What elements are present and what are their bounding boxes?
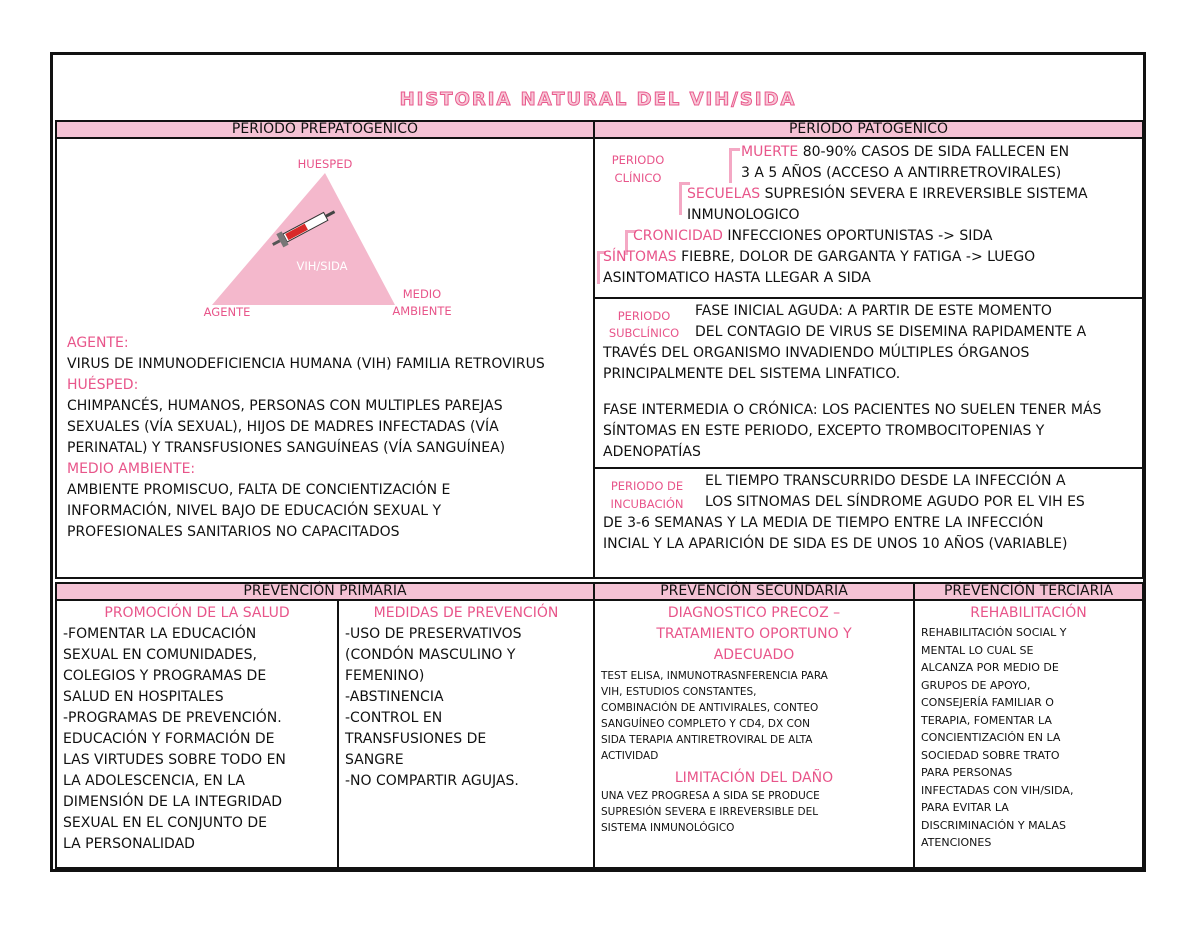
medidas-line: SANGRE [345,752,404,768]
agente-label: AGENTE: [67,335,129,351]
diag-label-2: TRATAMIENTO OPORTUNO Y [656,626,852,642]
incubacion-line-1: EL TIEMPO TRANSCURRIDO DESDE LA INFECCIÓN A [705,473,1066,489]
secundaria-cell [593,599,915,869]
terciaria-line: SOCIEDAD SOBRE TRATO [921,748,1060,762]
medio-text: AMBIENTE PROMISCUO, FALTA DE CONCIENTIZACIÓN E INFORMACIÓN, NIVEL BAJO DE EDUCACIÓN SEXUAL Y PROFESIONALES SANITARIOS NO CAPACITADOS [67,482,451,540]
limitacion-line: SUPRESIÓN SEVERA E IRREVERSIBLE DEL [601,806,819,818]
diag-line: TEST ELISA, INMUNOTRASNFERENCIA PARA [601,670,828,682]
triangle-medio-label: MEDIO [402,287,442,301]
promocion-cell [55,599,339,869]
promocion-line: SEXUAL EN COMUNIDADES, [63,647,257,663]
terciaria-line: PARA EVITAR LA [921,801,1009,814]
terciaria-line: ATENCIONES [921,836,992,849]
document-frame [50,52,1146,872]
sintomas-text-1: FIEBRE, DOLOR DE GARGANTA Y FATIGA -> LUEGO [681,249,1036,265]
diag-line: VIH, ESTUDIOS CONSTANTES, [601,686,757,698]
secuelas-text-2: INMUNOLOGICO [687,207,800,223]
subclinico-label-1: PERIODO [617,309,671,323]
incubacion-line-2: LOS SITNOMAS DEL SÍNDROME AGUDO POR EL VIH ES [705,494,1085,510]
medidas-line: FEMENINO) [345,668,425,684]
prepatogenico-cell [55,137,595,579]
terciaria-line: INFECTADAS CON VIH/SIDA, [921,783,1074,797]
triangle-ambiente-label: AMBIENTE [392,304,452,318]
header-prepatogenico: PERIODO PREPATOGENICO [55,120,595,139]
subclinico-line-1: FASE INICIAL AGUDA: A PARTIR DE ESTE MOMENTO [695,303,1052,319]
terciaria-line: CONSEJERÍA FAMILIAR O [921,696,1054,709]
terciaria-cell [913,599,1144,869]
incubacion-label-2: INCUBACIÓN [610,497,684,511]
triangle-huesped-label: HUESPED [297,157,353,171]
triangle-agente-label: AGENTE [203,305,251,319]
clinico-label-1: PERIODO [611,153,665,167]
clinico-label-2: CLÍNICO [614,171,662,185]
subclinico-line-3: TRAVÉS DEL ORGANISMO INVADIENDO MÚLTIPLES ÓRGANOS [603,345,1030,361]
header-prevencion-terciaria: PREVENCIÓN TERCIARIA [913,582,1144,601]
promocion-line: LAS VIRTUDES SOBRE TODO EN [63,752,286,768]
promocion-line: SALUD EN HOSPITALES [63,689,224,705]
terciaria-line: DISCRIMINACIÓN Y MALAS [921,818,1066,832]
limitacion-line: SISTEMA INMUNOLÓGICO [601,822,735,834]
promocion-line: EDUCACIÓN Y FORMACIÓN DE [63,731,275,747]
medidas-line: TRANSFUSIONES DE [345,731,487,747]
agente-text: VIRUS DE INMUNODEFICIENCIA HUMANA (VIH) FAMILIA RETROVIRUS [67,356,545,372]
medidas-line: (CONDÓN MASCULINO Y [345,647,516,663]
subclinico-line-7: ADENOPATÍAS [603,444,701,460]
diag-label-3: ADECUADO [713,647,795,663]
subclinico-line-2: DEL CONTAGIO DE VIRUS SE DISEMINA RAPIDAMENTE A [695,324,1087,340]
periodo-incubacion-cell [593,467,1144,579]
huesped-text: CHIMPANCÉS, HUMANOS, PERSONAS CON MULTIPLES PAREJAS SEXUALES (VÍA SEXUAL), HIJOS DE MADRES INFECTADAS (VÍA PERINATAL) Y TRANSFUSIONES SANGUÍNEAS (VÍA SANGUÍNEA) [67,398,506,456]
diag-label-1: DIAGNOSTICO PRECOZ – [667,605,841,621]
header-patogenico: PERIODO PATOGENICO [593,120,1144,139]
promocion-line: LA PERSONALIDAD [63,836,195,852]
medidas-line: -NO COMPARTIR AGUJAS. [345,773,519,789]
secuelas-text-1: SUPRESIÓN SEVERA E IRREVERSIBLE SISTEMA [764,186,1088,202]
diag-line: SANGUÍNEO COMPLETO Y CD4, DX CON [601,718,810,730]
terciaria-line: ALCANZA POR MEDIO DE [921,661,1059,674]
incubacion-line-4: INCIAL Y LA APARICIÓN DE SIDA ES DE UNOS 10 AÑOS (VARIABLE) [603,536,1068,552]
triangle-center-label: VIH/SIDA [296,259,348,273]
terciaria-line: TERAPIA, FOMENTAR LA [921,713,1052,727]
huesped-label: HUÉSPED: [67,377,139,393]
medidas-cell [337,599,595,869]
periodo-subclinico-cell [593,297,1144,469]
promocion-line: COLEGIOS Y PROGRAMAS DE [63,668,267,684]
incubacion-line-3: DE 3-6 SEMANAS Y LA MEDIA DE TIEMPO ENTRE LA INFECCIÓN [603,515,1044,531]
diag-line: ACTIVIDAD [601,750,659,762]
diag-line: SIDA TERAPIA ANTIRETROVIRAL DE ALTA [601,734,813,746]
promocion-label: PROMOCIÓN DE LA SALUD [104,605,290,621]
promocion-line: DIMENSIÓN DE LA INTEGRIDAD [63,794,283,810]
terciaria-line: CONCIENTIZACIÓN EN LA [921,731,1061,744]
terciaria-line: MENTAL LO CUAL SE [921,643,1034,657]
muerte-text-2: 3 A 5 AÑOS (ACCESO A ANTIRRETROVIRALES) [741,165,1062,181]
promocion-line: -FOMENTAR LA EDUCACIÓN [63,626,257,642]
diag-line: COMBINACIÓN DE ANTIVIRALES, CONTEO [601,702,819,714]
medidas-line: -USO DE PRESERVATIVOS [345,626,522,642]
periodo-clinico-cell [593,137,1144,299]
header-prevencion-secundaria: PREVENCIÓN SECUNDARIA [593,582,915,601]
incubacion-label-1: PERIODO DE [610,479,684,493]
muerte-label: MUERTE [741,144,799,160]
limitacion-label: LIMITACIÓN DEL DAÑO [674,770,834,786]
sintomas-label: SÍNTOMAS [603,249,677,265]
medidas-line: -CONTROL EN [345,710,443,726]
secuelas-label: SECUELAS [687,186,761,202]
subclinico-line-4: PRINCIPALMENTE DEL SISTEMA LINFATICO. [603,366,901,382]
subclinico-label-2: SUBCLÍNICO [608,326,680,340]
cronicidad-text: INFECCIONES OPORTUNISTAS -> SIDA [727,228,993,244]
promocion-line: -PROGRAMAS DE PREVENCIÓN. [63,710,282,726]
cronicidad-label: CRONICIDAD [633,228,723,244]
terciaria-line: GRUPOS DE APOYO, [921,678,1031,692]
terciaria-line: PARA PERSONAS [921,766,1013,779]
muerte-text-1: 80-90% CASOS DE SIDA FALLECEN EN [802,144,1070,160]
subclinico-line-5: FASE INTERMEDIA O CRÓNICA: LOS PACIENTES NO SUELEN TENER MÁS [603,402,1102,418]
medio-label: MEDIO AMBIENTE: [67,461,196,477]
medidas-line: -ABSTINENCIA [345,689,444,705]
header-prevencion-primaria: PREVENCIÓN PRIMARIA [55,582,595,601]
page-title: HISTORIA NATURAL DEL VIH/SIDA [399,89,797,110]
subclinico-line-6: SÍNTOMAS EN ESTE PERIODO, EXCEPTO TROMBOCITOPENIAS Y [603,423,1045,439]
medidas-label: MEDIDAS DE PREVENCIÓN [373,605,559,621]
promocion-line: LA ADOLESCENCIA, EN LA [63,773,245,789]
limitacion-line: UNA VEZ PROGRESA A SIDA SE PRODUCE [601,790,820,802]
promocion-line: SEXUAL EN EL CONJUNTO DE [63,815,268,831]
terciaria-line: REHABILITACIÓN SOCIAL Y [921,626,1067,639]
rehabilitacion-label: REHABILITACIÓN [970,605,1087,621]
sintomas-text-2: ASINTOMATICO HASTA LLEGAR A SIDA [603,270,871,286]
